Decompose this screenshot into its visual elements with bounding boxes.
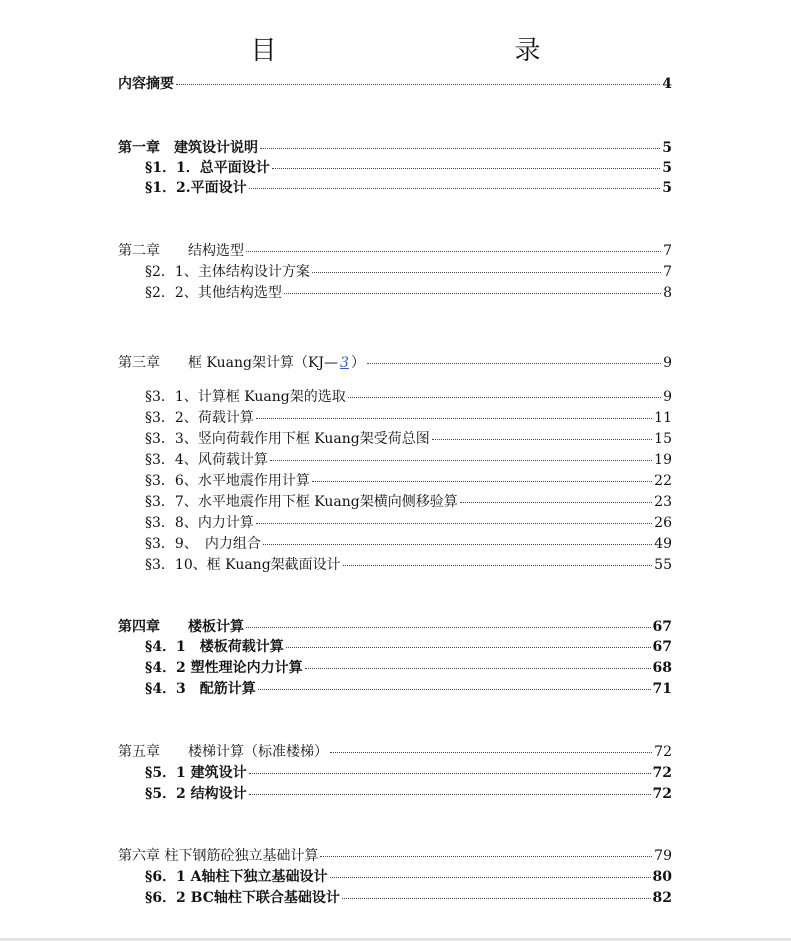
toc-entry-label: §2．1、主体结构设计方案 <box>145 264 310 280</box>
dot-leader <box>343 565 653 566</box>
toc-entry-page: 5 <box>662 140 672 156</box>
toc-entry-chapter-1[interactable] <box>118 138 672 158</box>
toc-entry-label: §3．2、荷载计算 <box>145 410 254 426</box>
dot-leader <box>286 647 651 648</box>
toc-entry-chapter-4[interactable] <box>118 617 672 637</box>
toc-entry-6-2[interactable] <box>145 888 672 908</box>
dot-leader <box>249 794 651 795</box>
toc-entry-page: 72 <box>652 765 672 781</box>
toc-entry-page: 67 <box>652 639 672 655</box>
dot-leader <box>305 668 651 669</box>
toc-entry-label: 第四章 楼板计算 <box>118 619 244 635</box>
toc-entry-page: 68 <box>652 660 672 676</box>
dot-leader <box>249 188 661 189</box>
toc-entry-chapter-3[interactable] <box>118 353 672 373</box>
page-title: 目 录 <box>250 36 603 66</box>
toc-entry-label: §2．2、其他结构选型 <box>145 285 282 301</box>
toc-entry-3-3[interactable] <box>145 429 672 449</box>
toc-entry-abstract[interactable] <box>118 74 672 94</box>
toc-entry-page: 9 <box>663 389 672 405</box>
toc-entry-label: 第五章 楼梯计算（标准楼梯） <box>118 744 328 760</box>
dot-leader <box>330 877 651 878</box>
toc-entry-label: §4．3 配筋计算 <box>145 681 256 697</box>
toc-entry-3-6[interactable] <box>145 471 672 491</box>
dot-leader <box>246 251 661 252</box>
toc-entry-label-after: ） <box>350 355 365 371</box>
dot-leader <box>256 418 652 419</box>
toc-entry-label: §3．9、 内力组合 <box>145 536 261 552</box>
toc-entry-2-1[interactable] <box>145 262 672 282</box>
toc-entry-label: §6．1 A轴柱下独立基础设计 <box>145 869 328 885</box>
toc-entry-3-10[interactable] <box>145 555 672 575</box>
toc-entry-chapter-2[interactable] <box>118 241 672 261</box>
toc-entry-label: §3．8、内力计算 <box>145 515 254 531</box>
toc-entry-page: 15 <box>654 431 672 447</box>
toc-entry-page: 5 <box>662 180 672 196</box>
toc-entry-page: 22 <box>654 473 672 489</box>
toc-entry-page: 49 <box>654 536 672 552</box>
toc-entry-label: §1．2.平面设计 <box>145 180 247 196</box>
toc-entry-label: §5．2 结构设计 <box>145 786 247 802</box>
toc-entry-page: 19 <box>654 452 672 468</box>
toc-entry-page: 5 <box>662 160 672 176</box>
toc-entry-label: §3．1、计算框 Kuang架的选取 <box>145 389 346 405</box>
dot-leader <box>312 481 652 482</box>
dot-leader <box>272 168 660 169</box>
toc-entry-label: 内容摘要 <box>118 76 174 92</box>
dot-leader <box>256 523 652 524</box>
dot-leader <box>270 460 652 461</box>
toc-entry-label: 第六章 柱下钢筋砼独立基础计算 <box>118 848 319 864</box>
toc-entry-page: 23 <box>654 494 672 510</box>
toc-entry-label: §4．1 楼板荷载计算 <box>145 639 284 655</box>
toc-entry-3-9[interactable] <box>145 534 672 554</box>
toc-entry-page: 71 <box>652 681 672 697</box>
toc-entry-page: 72 <box>654 744 672 760</box>
toc-entry-3-4[interactable] <box>145 450 672 470</box>
toc-entry-page: 79 <box>654 848 672 864</box>
toc-entry-page: 11 <box>654 410 672 426</box>
toc-entry-1-2[interactable] <box>145 178 672 198</box>
toc-entry-page: 8 <box>663 285 672 301</box>
toc-entry-5-1[interactable] <box>145 763 672 783</box>
toc-entry-label: §5．1 建筑设计 <box>145 765 247 781</box>
dot-leader <box>342 898 651 899</box>
toc-entry-page: 55 <box>654 557 672 573</box>
toc-entry-chapter-6[interactable] <box>118 846 672 866</box>
dot-leader <box>330 752 652 753</box>
toc-entry-page: 82 <box>652 890 672 906</box>
toc-entry-label: §4．2 塑性理论内力计算 <box>145 660 303 676</box>
dot-leader <box>367 363 661 364</box>
handwritten-mark: 3 <box>340 355 349 371</box>
toc-entry-label: 第二章 结构选型 <box>118 243 244 259</box>
dot-leader <box>348 397 661 398</box>
toc-entry-6-1[interactable] <box>145 867 672 887</box>
dot-leader <box>263 544 652 545</box>
dot-leader <box>260 148 660 149</box>
toc-entry-page: 26 <box>654 515 672 531</box>
toc-entry-4-3[interactable] <box>145 679 672 699</box>
toc-entry-1-1[interactable] <box>145 158 672 178</box>
toc-entry-label: §3．6、水平地震作用计算 <box>145 473 310 489</box>
toc-entry-label: 第一章 建筑设计说明 <box>118 140 258 156</box>
dot-leader <box>284 293 661 294</box>
toc-entry-label: §3．7、水平地震作用下框 Kuang架横向侧移验算 <box>145 494 458 510</box>
toc-entry-3-1[interactable] <box>145 387 672 407</box>
dot-leader <box>176 84 660 85</box>
toc-entry-5-2[interactable] <box>145 784 672 804</box>
dot-leader <box>460 502 652 503</box>
dot-leader <box>258 689 651 690</box>
dot-leader <box>320 856 652 857</box>
toc-entry-label: §1．1．总平面设计 <box>145 160 270 176</box>
toc-entry-page: 80 <box>652 869 672 885</box>
toc-entry-page: 72 <box>652 786 672 802</box>
toc-entry-label <box>118 353 365 373</box>
toc-entry-2-2[interactable] <box>145 283 672 303</box>
dot-leader <box>312 272 661 273</box>
toc-entry-chapter-5[interactable] <box>118 742 672 762</box>
toc-entry-page: 4 <box>662 76 672 92</box>
toc-entry-label: §3．10、框 Kuang架截面设计 <box>145 557 341 573</box>
toc-entry-label-before: 第三章 框 Kuang架计算（KJ— <box>118 355 339 371</box>
toc-entry-3-2[interactable] <box>145 408 672 428</box>
toc-entry-label: §3．4、风荷载计算 <box>145 452 268 468</box>
toc-entry-label: §3．3、竖向荷载作用下框 Kuang架受荷总图 <box>145 431 430 447</box>
toc-entry-label: §6．2 BC轴柱下联合基础设计 <box>145 890 340 906</box>
toc-entry-3-8[interactable] <box>145 513 672 533</box>
dot-leader <box>432 439 652 440</box>
toc-entry-3-7[interactable] <box>145 492 672 512</box>
toc-entry-4-2[interactable] <box>145 658 672 678</box>
toc-entry-page: 9 <box>663 355 672 371</box>
dot-leader <box>249 773 651 774</box>
toc-entry-page: 7 <box>663 264 672 280</box>
toc-entry-4-1[interactable] <box>145 637 672 657</box>
dot-leader <box>246 627 651 628</box>
toc-entry-page: 67 <box>652 619 672 635</box>
toc-entry-page: 7 <box>663 243 672 259</box>
